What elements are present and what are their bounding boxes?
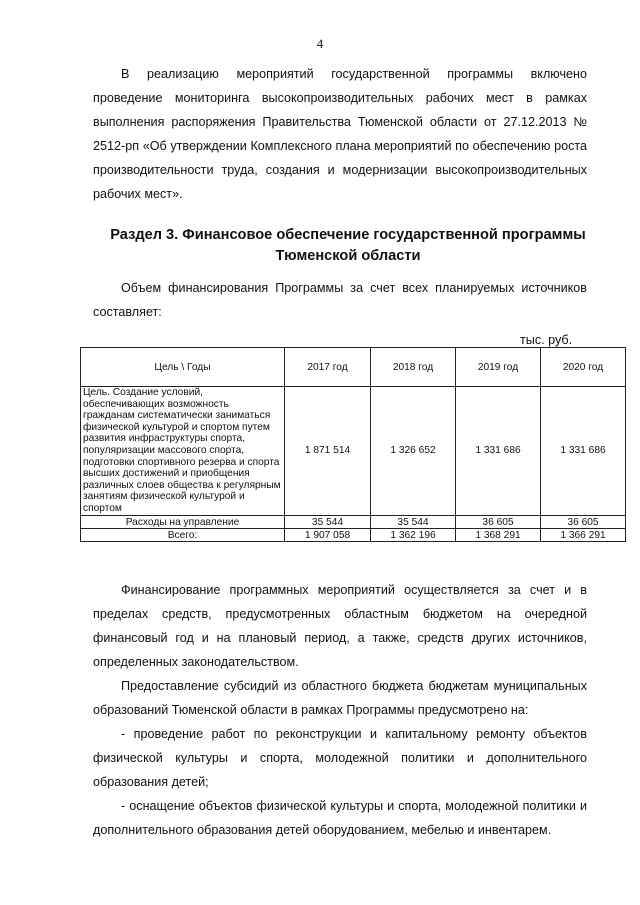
paragraph-financing: Финансирование программных мероприятий осуществляется за счет и в пределах средств, предусмотренных областным бюджетом на очередной финансовый год и на плановый период, а также, средств других источников, определенных законодательством. bbox=[93, 583, 587, 669]
table-row-total bbox=[81, 528, 626, 541]
header-goal-years: Цель \ Годы bbox=[81, 348, 285, 387]
management-value-2018: 35 544 bbox=[371, 515, 456, 528]
paragraph-subsidies: Предоставление субсидий из областного бюджета бюджетам муниципальных образований Тюменской области в рамках Программы предусмотрено на: bbox=[93, 679, 587, 717]
bullet-reconstruction: - проведение работ по реконструкции и капитальному ремонту объектов физической культуры и спорта, молодежной политики и дополнительного образования детей; bbox=[93, 727, 587, 789]
management-label: Расходы на управление bbox=[81, 515, 285, 528]
total-value-2017: 1 907 058 bbox=[285, 528, 371, 541]
management-value-2020: 36 605 bbox=[541, 515, 626, 528]
bullet-equipment: - оснащение объектов физической культуры и спорта, молодежной политики и дополнительного образования детей оборудованием, мебелью и инвентарем. bbox=[93, 799, 587, 837]
table-unit: тыс. руб. bbox=[520, 333, 573, 347]
section-heading: Раздел 3. Финансовое обеспечение государственной программы Тюменской области bbox=[110, 227, 586, 264]
header-2019: 2019 год bbox=[456, 348, 541, 387]
table-row-management bbox=[81, 515, 626, 528]
total-label: Всего: bbox=[81, 528, 285, 541]
goal-value-2020: 1 331 686 bbox=[541, 387, 626, 516]
total-value-2019: 1 368 291 bbox=[456, 528, 541, 541]
management-value-2017: 35 544 bbox=[285, 515, 371, 528]
total-value-2020: 1 366 291 bbox=[541, 528, 626, 541]
header-2020: 2020 год bbox=[541, 348, 626, 387]
goal-value-2019: 1 331 686 bbox=[456, 387, 541, 516]
header-2018: 2018 год bbox=[371, 348, 456, 387]
table-row-goal bbox=[81, 387, 626, 516]
intro-paragraph: В реализацию мероприятий государственной программы включено проведение мониторинга высокопроизводительных рабочих мест в рамках выполнения распоряжения Правительства Тюменской области от 27.12.2013 № 2512-рп «Об утверждении Комплексного плана мероприятий по обеспечению роста производительности труда, создания и модернизации высокопроизводительных рабочих мест». bbox=[93, 67, 587, 201]
header-2017: 2017 год bbox=[285, 348, 371, 387]
table-header-row bbox=[81, 348, 626, 387]
goal-value-2017: 1 871 514 bbox=[285, 387, 371, 516]
page-number: 4 bbox=[316, 36, 324, 51]
financing-intro: Объем финансирования Программы за счет всех планируемых источников составляет: bbox=[93, 281, 587, 319]
total-value-2018: 1 362 196 bbox=[371, 528, 456, 541]
financing-table bbox=[80, 347, 626, 542]
management-value-2019: 36 605 bbox=[456, 515, 541, 528]
goal-value-2018: 1 326 652 bbox=[371, 387, 456, 516]
goal-label: Цель. Создание условий, обеспечивающих возможность гражданам систематически заниматься физической культурой и спортом путем развития инфраструктуры спорта, популяризации массового спорта, подготовки спортивного резерва и спорта высших достижений и приобщения различных слоев общества к регулярным занятиям физической культурой и спортом bbox=[81, 387, 285, 516]
